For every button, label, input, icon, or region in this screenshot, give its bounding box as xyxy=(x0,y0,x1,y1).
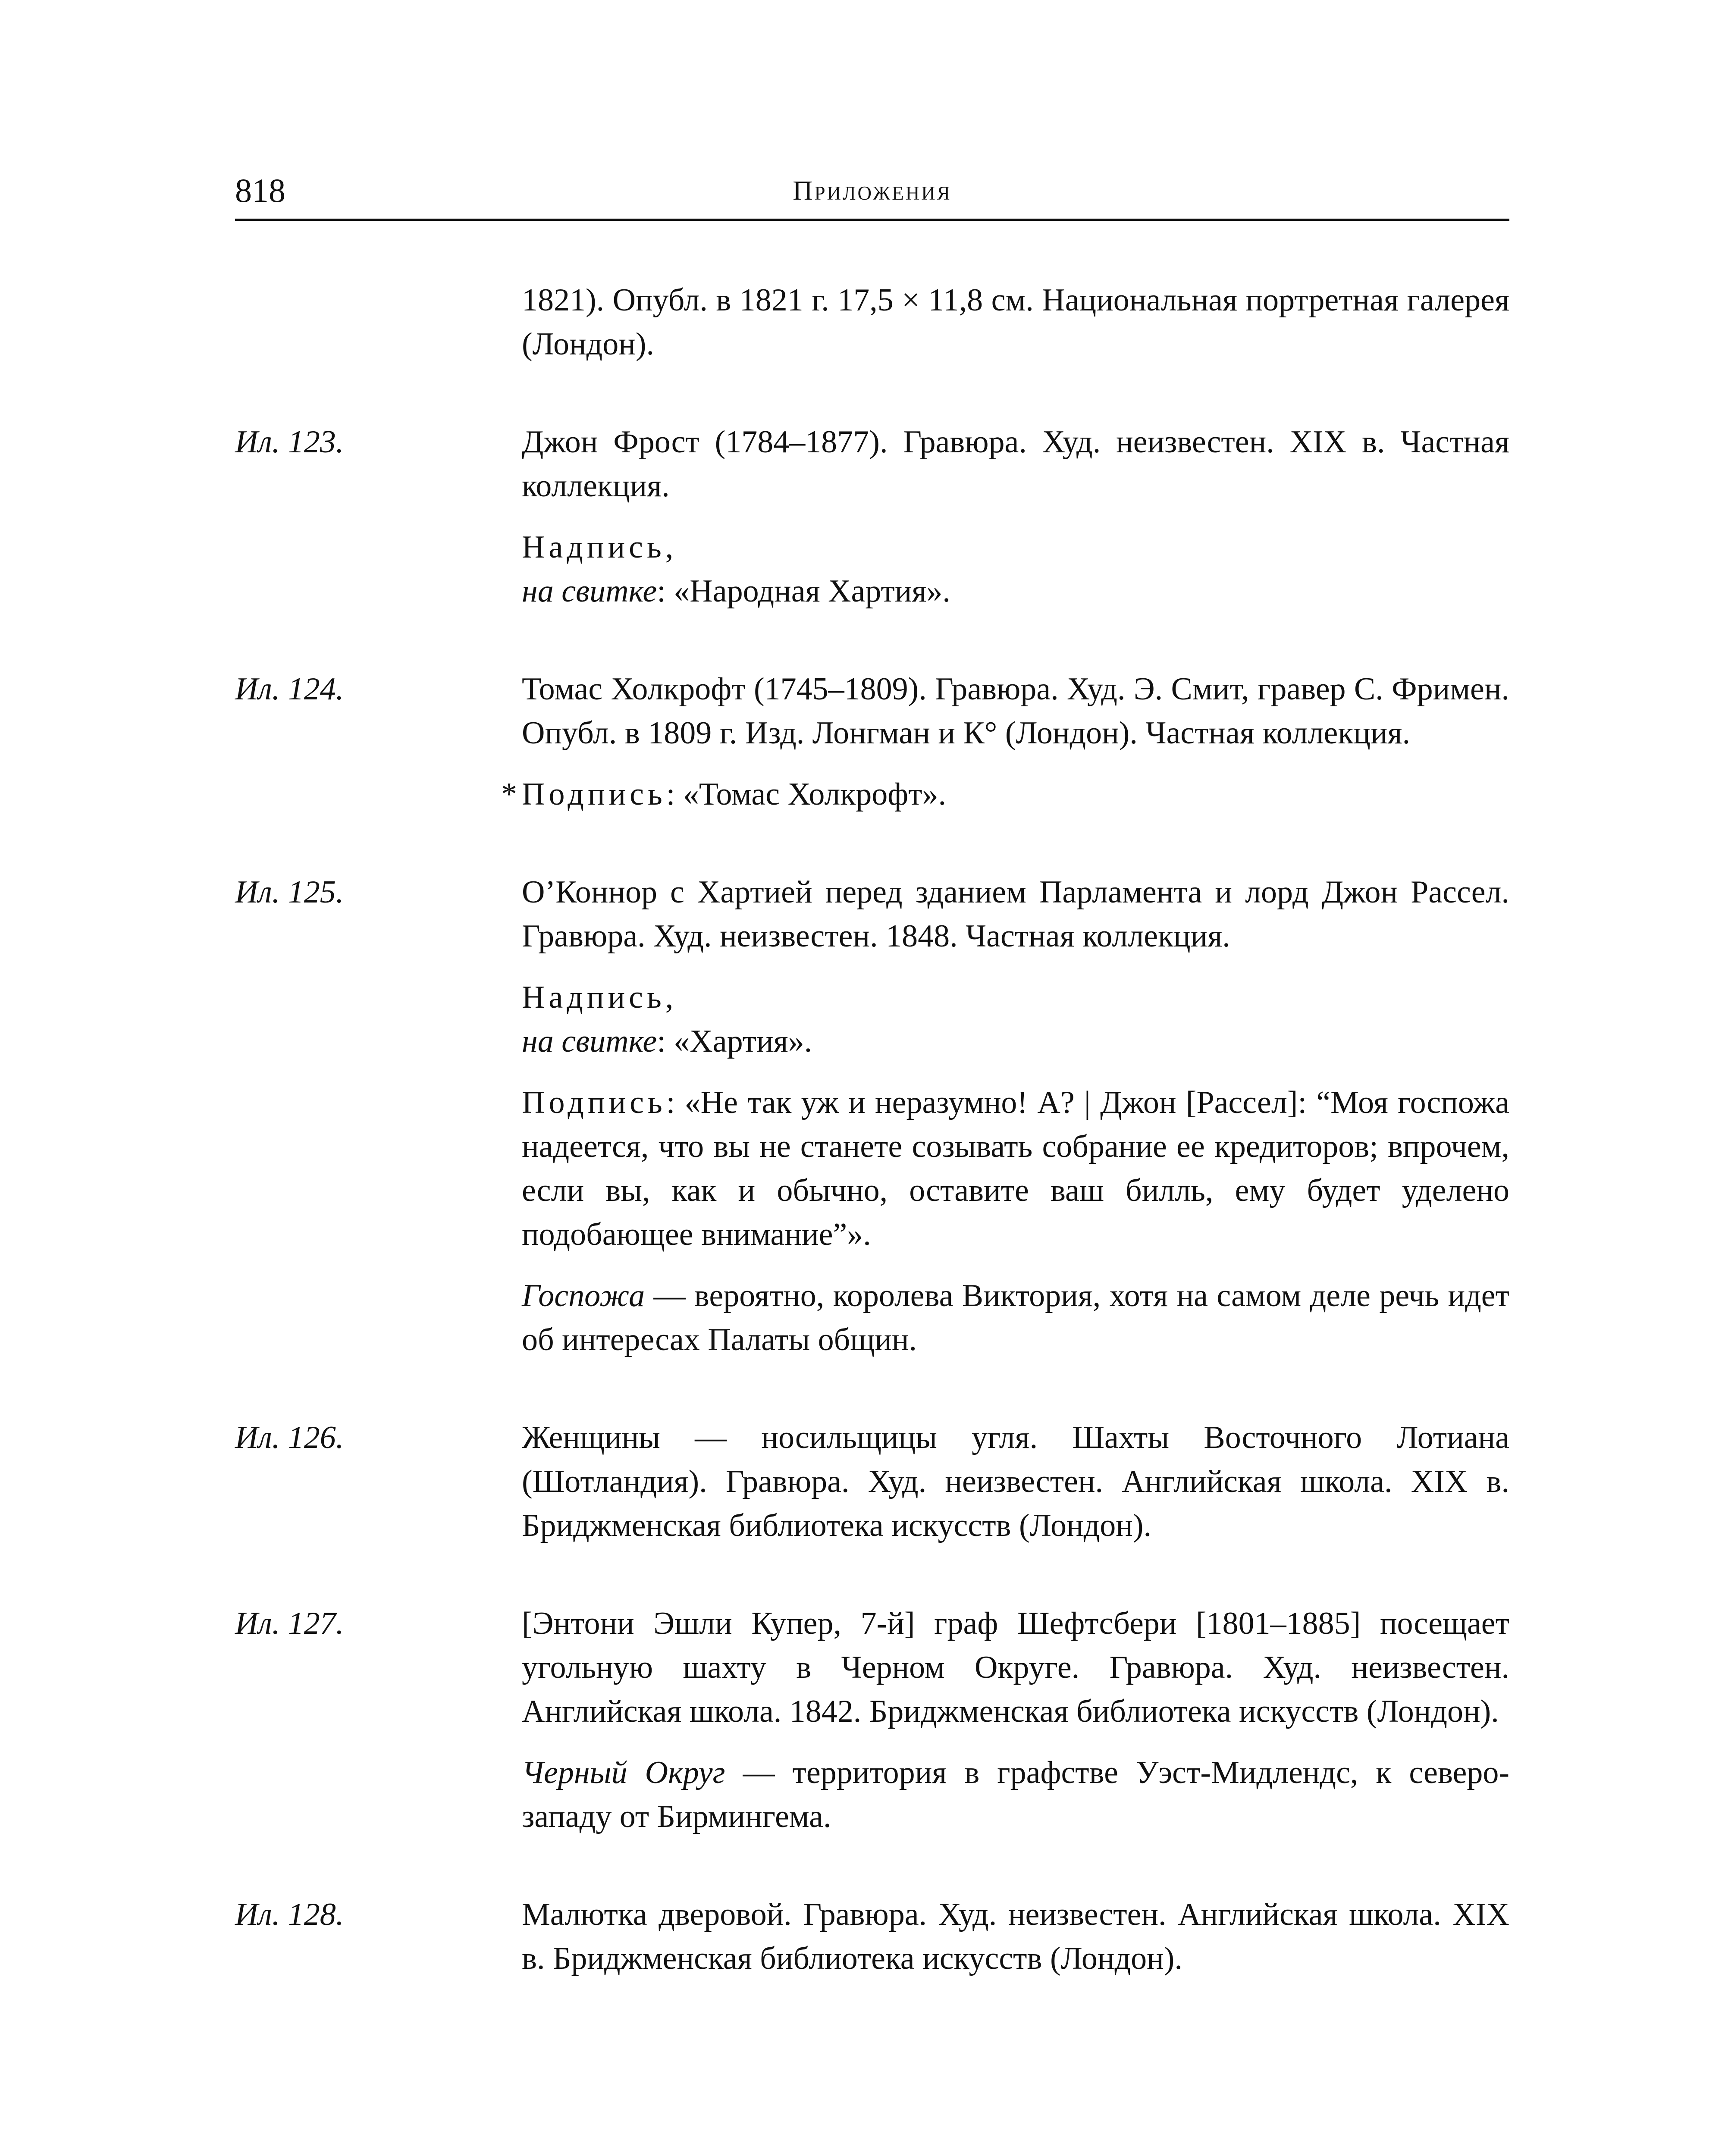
asterisk-mark: * xyxy=(501,777,517,812)
note-text: — вероятно, королева Виктория, хотя на самом деле речь идет об интересах Палаты общин. xyxy=(522,1278,1509,1357)
note-term: Черный Округ xyxy=(522,1755,725,1790)
inscription-label: Надпись, xyxy=(522,530,677,565)
entry-note xyxy=(522,1751,1509,1839)
note-text: — территория в графстве Уэст-Мидлендс, к северо-западу от Бирмингема. xyxy=(522,1755,1509,1834)
entry-description: [Энтони Эшли Купер, 7-й] граф Шефтсбери [1801–1885] посещает угольную шахту в Черном Округе. Гравюра. Худ. неизвестен. Английская школа. 1842. Бриджменская библиотека искусств (Лондон). xyxy=(522,1606,1509,1729)
illustration-entry-128 xyxy=(235,1893,1509,1981)
entry-description: Джон Фрост (1784–1877). Гравюра. Худ. неизвестен. XIX в. Частная коллекция. xyxy=(522,424,1509,504)
continuation-entry xyxy=(235,278,1509,366)
illustration-entry-124 xyxy=(235,667,1509,816)
entry-label: Ил. 124. xyxy=(235,671,344,707)
illustration-entry-125 xyxy=(235,870,1509,1362)
entry-note xyxy=(522,1274,1509,1362)
illustration-entry-127 xyxy=(235,1601,1509,1839)
entry-description: Томас Холкрофт (1745–1809). Гравюра. Худ. Э. Смит, гравер С. Фримен. Опубл. в 1809 г. Изд. Лонгман и К° (Лондон). Частная коллекция. xyxy=(522,671,1509,751)
inscription-location: на свитке xyxy=(522,1024,657,1059)
page-body xyxy=(235,278,1509,2034)
entry-caption xyxy=(501,772,1509,816)
running-head: Приложения xyxy=(793,175,952,206)
entry-label: Ил. 123. xyxy=(235,424,344,460)
caption-label: Подпись xyxy=(522,1085,666,1120)
page-header xyxy=(235,169,1509,221)
inscription-text: : «Хартия». xyxy=(657,1024,812,1059)
caption-text: : «Не так уж и неразумно! А? | Джон [Рассел]: “Моя госпожа надеется, что вы не станете созывать собрание ее кредиторов; впрочем, если вы, как и обычно, оставите ваш билль, ему будет уделено подобающее внимание”». xyxy=(522,1085,1509,1252)
entry-caption xyxy=(522,1081,1509,1257)
entry-label: Ил. 126. xyxy=(235,1420,344,1455)
entry-label: Ил. 125. xyxy=(235,874,344,910)
illustration-entry-123 xyxy=(235,420,1509,613)
entry-description: О’Коннор с Хартией перед зданием Парламента и лорд Джон Рассел. Гравюра. Худ. неизвестен. 1848. Частная коллекция. xyxy=(522,874,1509,954)
note-term: Госпожа xyxy=(522,1278,645,1313)
caption-label: Подпись xyxy=(522,777,666,812)
entry-description: Женщины — носильщицы угля. Шахты Восточного Лотиана (Шотландия). Гравюра. Худ. неизвестен. Английская школа. XIX в. Бриджменская библиотека искусств (Лондон). xyxy=(522,1420,1509,1543)
illustration-entry-126 xyxy=(235,1416,1509,1548)
entry-description: Малютка дверовой. Гравюра. Худ. неизвестен. Английская школа. XIX в. Бриджменская библиотека искусств (Лондон). xyxy=(522,1897,1509,1976)
entry-label: Ил. 128. xyxy=(235,1897,344,1932)
inscription-label: Надпись, xyxy=(522,980,677,1015)
caption-text: : «Томас Холкрофт». xyxy=(666,777,947,812)
entry-inscription xyxy=(522,975,1509,1063)
page-number: 818 xyxy=(235,172,285,209)
inscription-text: : «Народная Хартия». xyxy=(657,573,950,609)
inscription-location: на свитке xyxy=(522,573,657,609)
entry-inscription xyxy=(522,525,1509,613)
continuation-text: 1821). Опубл. в 1821 г. 17,5 × 11,8 см. Национальная портретная галерея (Лондон). xyxy=(522,282,1509,362)
entry-label: Ил. 127. xyxy=(235,1606,344,1641)
